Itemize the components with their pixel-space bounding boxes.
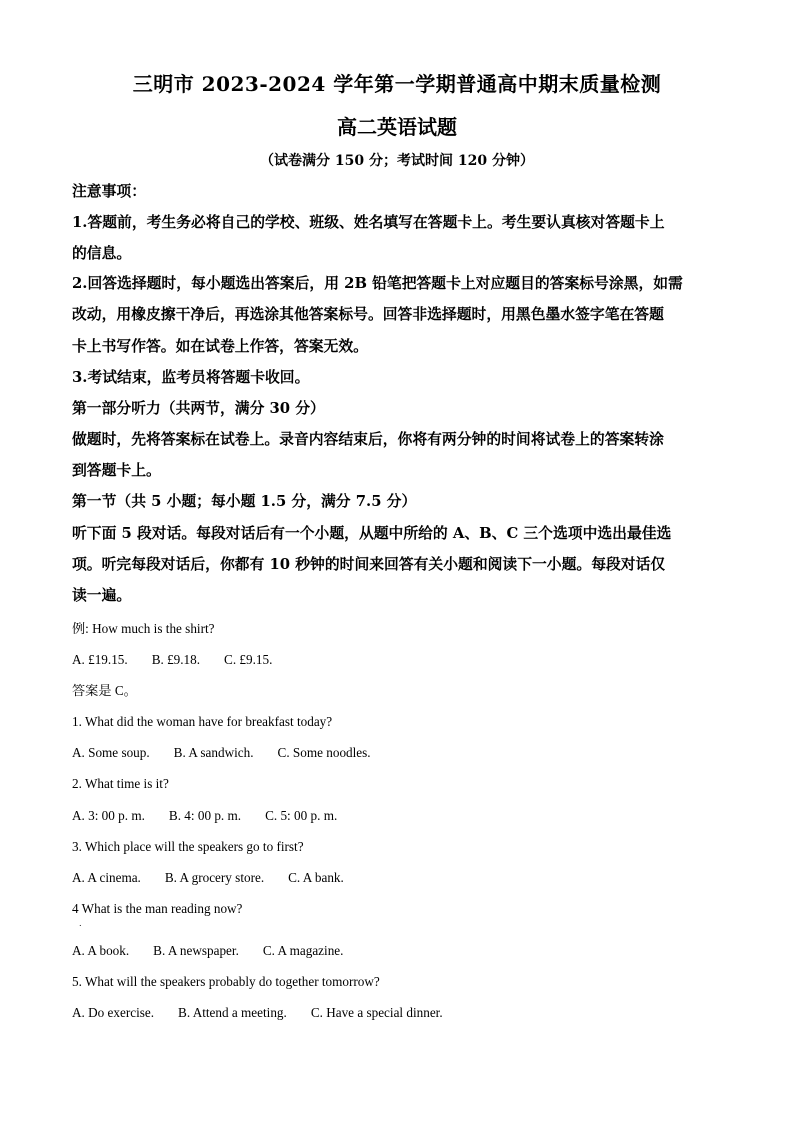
question-stem: 2. What time is it?	[72, 776, 169, 791]
question-options	[72, 743, 724, 763]
option-a: A. A book.	[72, 943, 130, 958]
section1-instruction: 听下面 5 段对话。每段对话后有一个小题，从题中所给的 A、B、C 三个选项中选出最佳选	[72, 525, 672, 542]
question-options	[72, 1003, 724, 1023]
part1-instruction: 做题时，先将答案标在试卷上。录音内容结束后，你将有两分钟的时间将试卷上的答案转涂	[72, 431, 664, 448]
part1-instruction: 到答题卡上。	[72, 462, 161, 479]
option-c: C. A bank.	[288, 870, 344, 885]
notes-line: 改动，用橡皮擦干净后，再选涂其他答案标号。回答非选择题时，用黑色墨水签字笔在答题	[72, 306, 664, 323]
exam-info: （试卷满分 150 分；考试时间 120 分钟）	[260, 153, 534, 169]
question-stem: 4 What is the man reading now?	[72, 901, 243, 916]
question-options	[72, 868, 724, 888]
part1-heading: 第一部分听力（共两节，满分 30 分）	[72, 400, 325, 417]
option-a: A. Do exercise.	[72, 1005, 155, 1020]
notes-line: 2.回答选择题时，每小题选出答案后，用 2B 铅笔把答题卡上对应题目的答案标号涂黑，如需	[72, 275, 683, 292]
question-stem: 1. What did the woman have for breakfast today?	[72, 714, 333, 729]
option-b: B. A sandwich.	[173, 745, 254, 760]
notes-heading: 注意事项：	[72, 183, 146, 200]
question-options	[72, 806, 724, 826]
option-b: B. A grocery store.	[164, 870, 265, 885]
example-answer: 答案是 C。	[72, 683, 137, 698]
notes-line: 1.答题前，考生务必将自己的学校、班级、姓名填写在答题卡上。考生要认真核对答题卡上	[72, 214, 665, 231]
option-c: C. 5: 00 p. m.	[265, 808, 338, 823]
exam-title: 三明市 2023-2024 学年第一学期普通高中期末质量检测	[132, 72, 662, 96]
example-options	[72, 650, 724, 670]
option-b: B. Attend a meeting.	[178, 1005, 287, 1020]
section1-instruction: 读一遍。	[72, 587, 132, 604]
option-c: C. £9.15.	[224, 652, 273, 667]
section1-instruction: 项。听完每段对话后，你都有 10 秒钟的时间来回答有关小题和阅读下一小题。每段对话仅	[72, 556, 666, 573]
example-question: 例: How much is the shirt?	[72, 621, 215, 636]
option-b: B. 4: 00 p. m.	[168, 808, 242, 823]
section1-heading: 第一节（共 5 小题；每小题 1.5 分，满分 7.5 分）	[72, 493, 417, 510]
option-c: C. Have a special dinner.	[310, 1005, 443, 1020]
option-a: A. £19.15.	[72, 652, 128, 667]
option-a: A. A cinema.	[72, 870, 141, 885]
stray-mark: .	[79, 919, 82, 928]
option-c: C. A magazine.	[262, 943, 344, 958]
option-b: B. £9.18.	[151, 652, 201, 667]
exam-subtitle: 高二英语试题	[337, 115, 457, 139]
notes-line: 的信息。	[72, 245, 132, 262]
option-c: C. Some noodles.	[277, 745, 371, 760]
option-a: A. Some soup.	[72, 745, 150, 760]
question-stem: 3. Which place will the speakers go to first?	[72, 839, 304, 854]
notes-line: 3.考试结束，监考员将答题卡收回。	[72, 369, 310, 386]
notes-line: 卡上书写作答。如在试卷上作答，答案无效。	[72, 338, 368, 355]
option-b: B. A newspaper.	[153, 943, 239, 958]
question-stem: 5. What will the speakers probably do together tomorrow?	[72, 974, 380, 989]
option-a: A. 3: 00 p. m.	[72, 808, 145, 823]
question-options	[72, 941, 724, 961]
